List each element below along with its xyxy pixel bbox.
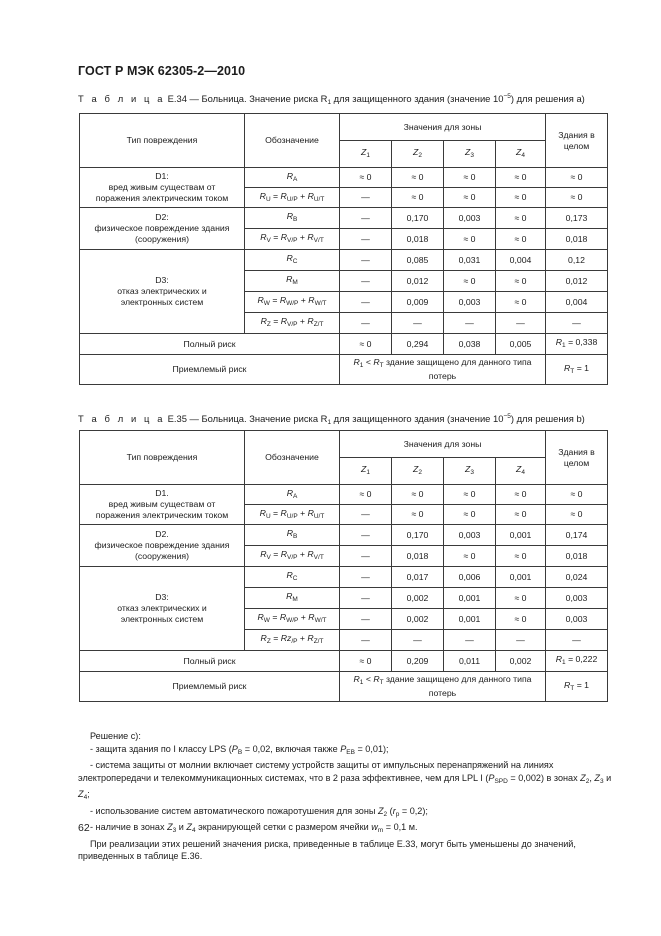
cell: ≈ 0	[496, 485, 546, 505]
cell: ≈ 0	[392, 485, 444, 505]
cell: 0,006	[444, 567, 496, 588]
note-item: - использование систем автоматического пожаротушения для зоны $Z_2$ $(r_p = 0,2)$;	[90, 805, 428, 818]
cell: 0,011	[444, 651, 496, 672]
cell: ≈ 0	[496, 546, 546, 567]
cell: 0,024	[546, 567, 608, 588]
symbol-rc: $R_C$	[245, 567, 340, 588]
acceptable-risk-value: $R_T = 1$	[546, 672, 608, 702]
symbol-rb: $R_B$	[245, 208, 340, 229]
cell: ≈ 0	[496, 168, 546, 188]
symbol-rc: $R_C$	[245, 250, 340, 271]
cell: 0,170	[392, 208, 444, 229]
header-building: Здания в целом	[546, 431, 608, 485]
symbol-rv: $R_V = R_{V/P} + R_{V/T}$	[245, 546, 340, 567]
cell: 0,001	[444, 609, 496, 630]
cell: —	[340, 588, 392, 609]
cell: 0,002	[392, 588, 444, 609]
cell: —	[340, 271, 392, 292]
zone-header: $Z_4$	[496, 458, 546, 485]
cell: 0,005	[496, 334, 546, 355]
cell: ≈ 0	[392, 168, 444, 188]
zone-header: $Z_1$	[340, 458, 392, 485]
cell: 0,002	[392, 609, 444, 630]
cell: 0,003	[444, 525, 496, 546]
note-item: - система защиты от молнии включает систему устройств защиты от импульсных перенапряжений на линиях электропередачи и телекоммуникационных системах, что в 2 раза эффективнее, чем для LPL I $(P_{SPD} = 0,002)$ в зонах $Z_2$, $Z_3$ и $Z_4$;	[78, 760, 612, 801]
zone-header: $Z_3$	[444, 458, 496, 485]
symbol-ra: $R_A$	[245, 485, 340, 505]
cell: 0,003	[546, 609, 608, 630]
cell: ≈ 0	[392, 505, 444, 525]
cell: 0,001	[496, 525, 546, 546]
total-building: $R_1 = 0,222$	[546, 651, 608, 672]
cell: ≈ 0	[496, 588, 546, 609]
symbol-rz: $R_Z = Rz_{/P} + R_{Z/T}$	[245, 630, 340, 651]
acceptable-risk-text: $R_1 < R_T$ здание защищено для данного типа потерь	[340, 355, 546, 385]
cell: 0,018	[392, 229, 444, 250]
symbol-rb: $R_B$	[245, 525, 340, 546]
group-d2: D2: физическое повреждение здания (сооружения)	[80, 208, 245, 250]
group-d3: D3: отказ электрических и электронных систем	[80, 567, 245, 651]
cell: 0,003	[444, 292, 496, 313]
cell: ≈ 0	[496, 229, 546, 250]
cell: —	[340, 208, 392, 229]
zone-header: $Z_2$	[392, 458, 444, 485]
total-building: $R_1 = 0,338$	[546, 334, 608, 355]
cell: ≈ 0	[444, 168, 496, 188]
page-number: 62	[78, 822, 90, 834]
cell: 0,001	[444, 588, 496, 609]
zone-header: $Z_2$	[392, 141, 444, 168]
cell: ≈ 0	[392, 188, 444, 208]
zone-header: $Z_3$	[444, 141, 496, 168]
cell: —	[392, 313, 444, 334]
cell: —	[340, 567, 392, 588]
header-damage-type: Тип повреждения	[80, 431, 245, 485]
solution-notes	[78, 730, 612, 863]
cell: —	[546, 630, 608, 651]
cell: —	[340, 546, 392, 567]
acceptable-risk-label: Приемлемый риск	[80, 672, 340, 702]
cell: 0,001	[496, 567, 546, 588]
cell: 0,174	[546, 525, 608, 546]
risk-table-e34	[79, 113, 608, 385]
notes-title: Решение c):	[90, 731, 141, 741]
cell: ≈ 0	[444, 505, 496, 525]
cell: 0,003	[444, 208, 496, 229]
group-d3: D3: отказ электрических и электронных систем	[80, 250, 245, 334]
header-zone-values: Значения для зоны	[340, 431, 546, 458]
cell: 0,209	[392, 651, 444, 672]
group-d1: D1. вред живым существам от поражения электрическим током	[80, 485, 245, 525]
symbol-ru: $R_U = R_{U/P} + R_{U/T}$	[245, 505, 340, 525]
acceptable-risk-label: Приемлемый риск	[80, 355, 340, 385]
cell: —	[340, 250, 392, 271]
cell: 0,085	[392, 250, 444, 271]
zone-header: $Z_1$	[340, 141, 392, 168]
cell: 0,009	[392, 292, 444, 313]
cell: 0,031	[444, 250, 496, 271]
cell: —	[496, 630, 546, 651]
cell: —	[392, 630, 444, 651]
cell: 0,004	[496, 250, 546, 271]
cell: 0,012	[546, 271, 608, 292]
cell: —	[496, 313, 546, 334]
cell: —	[444, 630, 496, 651]
cell: 0,018	[546, 546, 608, 567]
header-damage-type: Тип повреждения	[80, 114, 245, 168]
total-risk-label: Полный риск	[80, 651, 340, 672]
note-item: - защита здания по I классу LPS ($P_B = 0,02$, включая также $P_{EB} = 0,01$);	[90, 743, 389, 756]
total-risk-label: Полный риск	[80, 334, 340, 355]
cell: ≈ 0	[496, 271, 546, 292]
cell: 0,018	[392, 546, 444, 567]
header-building: Здания в целом	[546, 114, 608, 168]
cell: —	[340, 525, 392, 546]
cell: —	[340, 630, 392, 651]
cell: ≈ 0	[496, 609, 546, 630]
cell: ≈ 0	[496, 292, 546, 313]
symbol-rw: $R_W = R_{W/P} + R_{W/T}$	[245, 609, 340, 630]
symbol-rz: $R_Z = R_{V/P} + R_{Z/T}$	[245, 313, 340, 334]
cell: 0,018	[546, 229, 608, 250]
cell: ≈ 0	[340, 651, 392, 672]
cell: 0,002	[496, 651, 546, 672]
cell: 0,173	[546, 208, 608, 229]
symbol-rv: $R_V = R_{V/P} + R_{V/T}$	[245, 229, 340, 250]
cell: ≈ 0	[340, 334, 392, 355]
cell: 0,038	[444, 334, 496, 355]
header-designation: Обозначение	[245, 114, 340, 168]
cell: ≈ 0	[546, 505, 608, 525]
group-d2: D2. физическое повреждение здания (сооружения)	[80, 525, 245, 567]
cell: 0,294	[392, 334, 444, 355]
cell: 0,012	[392, 271, 444, 292]
cell: ≈ 0	[496, 505, 546, 525]
header-zone-values: Значения для зоны	[340, 114, 546, 141]
cell: 0,017	[392, 567, 444, 588]
cell: 0,170	[392, 525, 444, 546]
cell: ≈ 0	[444, 546, 496, 567]
table1-caption: Т а б л и ц а Е.34 — Больница. Значение риска $R_1$ для защищенного здания (значение $10^{-5}$) для решения a)	[78, 93, 585, 107]
cell: ≈ 0	[496, 188, 546, 208]
cell: ≈ 0	[340, 168, 392, 188]
cell: 0,12	[546, 250, 608, 271]
cell: —	[340, 313, 392, 334]
cell: ≈ 0	[546, 188, 608, 208]
group-d1: D1: вред живым существам от поражения электрическим током	[80, 168, 245, 208]
symbol-rm: $R_M$	[245, 588, 340, 609]
cell: —	[444, 313, 496, 334]
risk-table-e35	[79, 430, 608, 702]
symbol-rw: $R_W = R_{W/P} + R_{W/T}$	[245, 292, 340, 313]
cell: ≈ 0	[546, 485, 608, 505]
note-item: - наличие в зонах $Z_3$ и $Z_4$ экранирующей сетки с размером ячейки $w_m = 0,1$ м.	[90, 822, 418, 834]
table2-caption: Т а б л и ц а Е.35 — Больница. Значение риска $R_1$ для защищенного здания (значение $10^{-5}$) для решения b)	[78, 413, 585, 427]
symbol-ru: $R_U = R_{U/P} + R_{U/T}$	[245, 188, 340, 208]
zone-header: $Z_4$	[496, 141, 546, 168]
cell: ≈ 0	[444, 485, 496, 505]
acceptable-risk-text: $R_1 < R_T$ здание защищено для данного типа потерь	[340, 672, 546, 702]
cell: —	[340, 505, 392, 525]
cell: ≈ 0	[496, 208, 546, 229]
symbol-rm: $R_M$	[245, 271, 340, 292]
cell: ≈ 0	[444, 229, 496, 250]
cell: —	[340, 188, 392, 208]
document-header: ГОСТ Р МЭК 62305-2—2010	[78, 64, 246, 78]
cell: ≈ 0	[340, 485, 392, 505]
header-designation: Обозначение	[245, 431, 340, 485]
cell: —	[340, 229, 392, 250]
cell: —	[340, 609, 392, 630]
cell: ≈ 0	[444, 188, 496, 208]
cell: 0,003	[546, 588, 608, 609]
cell: —	[340, 292, 392, 313]
symbol-ra: $R_A$	[245, 168, 340, 188]
note-paragraph: При реализации этих решений значения риска, приведенные в таблице Е.33, могут быть уменьшены до значений, приведенных в таблице Е.36.	[78, 838, 576, 861]
cell: ≈ 0	[444, 271, 496, 292]
cell: 0,004	[546, 292, 608, 313]
cell: —	[546, 313, 608, 334]
cell: ≈ 0	[546, 168, 608, 188]
acceptable-risk-value: $R_T = 1$	[546, 355, 608, 385]
